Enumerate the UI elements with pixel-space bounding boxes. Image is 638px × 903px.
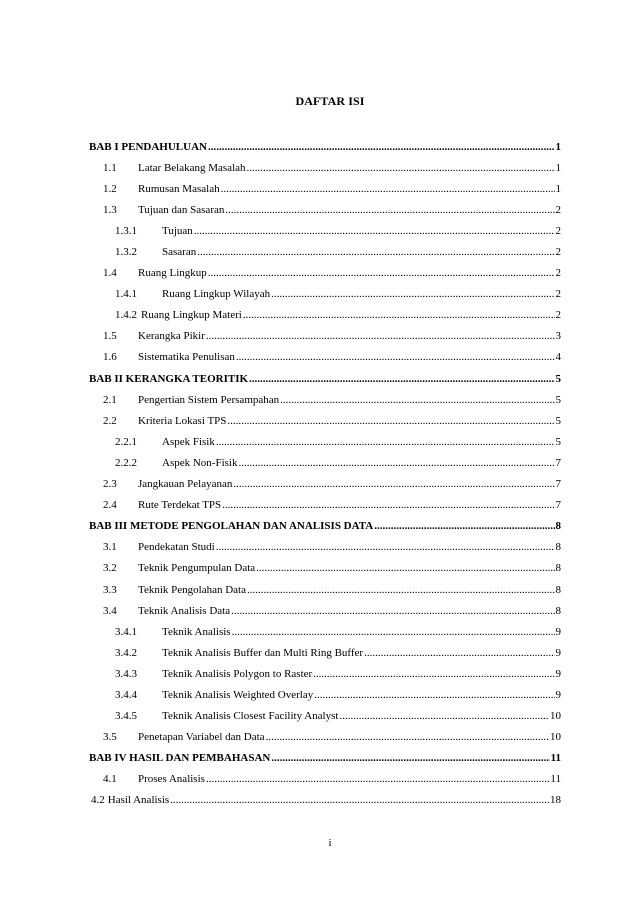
toc-entry-page: 11 [550, 752, 561, 765]
toc-entry-number: 1.6 [103, 351, 117, 364]
toc-entry[interactable] [89, 790, 561, 811]
toc-entry-number: 3.4.1 [115, 625, 137, 638]
dot-leader [256, 562, 554, 574]
dot-leader [194, 225, 555, 237]
toc-entry-page: 8 [555, 520, 561, 533]
toc-entry-page: 5 [555, 393, 561, 406]
toc-entry[interactable] [89, 431, 561, 452]
dot-leader [216, 436, 555, 448]
dot-leader [247, 584, 555, 596]
toc-entry-title: Jangkauan Pelayanan [138, 478, 233, 491]
toc-entry-page: 2 [555, 224, 561, 237]
toc-entry-page: 7 [555, 456, 561, 469]
toc-entry[interactable] [89, 727, 561, 748]
toc-entry-page: 9 [555, 625, 561, 638]
toc-entry-page: 7 [555, 499, 561, 512]
toc-entry[interactable] [89, 600, 561, 621]
dot-leader [197, 246, 554, 258]
toc-entry-page: 9 [555, 646, 561, 659]
dot-leader [225, 204, 554, 216]
dot-leader [221, 183, 555, 195]
toc-entry-page: 18 [550, 794, 561, 807]
dot-leader [238, 457, 554, 469]
dot-leader [314, 689, 554, 701]
toc-entry[interactable] [89, 684, 561, 705]
toc-entry-page: 8 [555, 583, 561, 596]
dot-leader [249, 373, 554, 385]
toc-entry[interactable] [89, 410, 561, 431]
toc-entry-title: Teknik Analisis Data [138, 604, 231, 617]
toc-entry-title: Kerangka Pikir [138, 330, 205, 343]
toc-entry-number: 2.2.2 [115, 456, 137, 469]
dot-leader [339, 710, 549, 722]
toc-entry-title: Teknik Analisis Weighted Overlay [162, 688, 314, 701]
toc-entry-number: 1.5 [103, 330, 117, 343]
toc-entry-title: Pengertian Sistem Persampahan [138, 393, 280, 406]
toc-entry[interactable] [89, 642, 561, 663]
toc-entry[interactable] [89, 305, 561, 326]
toc-entry-page: 8 [555, 604, 561, 617]
dot-leader [231, 605, 554, 617]
dot-leader [208, 267, 555, 279]
toc-entry-page: 1 [555, 161, 561, 174]
dot-leader [227, 415, 554, 427]
toc-entry-page: 7 [555, 478, 561, 491]
toc-entry-title: Sasaran [162, 246, 197, 259]
toc-entry-title: Aspek Non-Fisik [162, 456, 238, 469]
toc-entry-title: BAB I PENDAHULUAN [89, 140, 207, 153]
toc-entry-number: 1.4 [103, 267, 117, 280]
page-number: i [328, 837, 332, 849]
toc-entry-number: 2.2 [103, 414, 117, 427]
toc-entry-title: Tujuan [162, 224, 193, 237]
dot-leader [222, 499, 554, 511]
toc-entry-page: 8 [555, 562, 561, 575]
toc-entry-number: 1.4.1 [115, 288, 137, 301]
toc-entry[interactable] [89, 263, 561, 284]
toc-entry-title: BAB IV HASIL DAN PEMBAHASAN [89, 752, 271, 765]
toc-entry[interactable] [89, 241, 561, 262]
toc-entry-title: Rumusan Masalah [138, 182, 220, 195]
toc-entry[interactable] [89, 284, 561, 305]
toc-entry-title: Sistematika Penulisan [138, 351, 235, 364]
toc-entry[interactable] [89, 474, 561, 495]
toc-entry-page: 10 [550, 731, 561, 744]
toc-entry-title: Aspek Fisik [162, 435, 215, 448]
toc-entry-title: Teknik Pengolahan Data [138, 583, 246, 596]
toc-entry-number: 2.2.1 [115, 435, 137, 448]
toc-chapter-entry[interactable] [89, 368, 561, 389]
toc-entry-number: 3.5 [103, 731, 117, 744]
toc-entry[interactable] [89, 389, 561, 410]
toc-entry[interactable] [89, 178, 561, 199]
toc-chapter-entry[interactable] [89, 748, 561, 769]
dot-leader [247, 162, 555, 174]
toc-entry-number: 4.1 [103, 773, 117, 786]
toc-entry-title: Pendekatan Studi [138, 541, 215, 554]
dot-leader [233, 478, 554, 490]
toc-entry[interactable] [89, 558, 561, 579]
toc-entry-title: Teknik Analisis Buffer dan Multi Ring Buffer [162, 646, 364, 659]
toc-entry-page: 2 [555, 203, 561, 216]
toc-entry[interactable] [89, 537, 561, 558]
toc-entry-number: 1.4.2 [115, 309, 137, 322]
toc-entry-page: 1 [555, 182, 561, 195]
toc-entry[interactable] [89, 621, 561, 642]
dot-leader [170, 794, 549, 806]
toc-entry-number: 3.4.4 [115, 688, 137, 701]
toc-entry-page: 2 [555, 288, 561, 301]
toc-entry-number: 2.4 [103, 499, 117, 512]
dot-leader [236, 351, 555, 363]
dot-leader [271, 288, 554, 300]
toc-chapter-entry[interactable] [89, 136, 561, 157]
dot-leader [313, 668, 554, 680]
toc-entry-title: Latar Belakang Masalah [138, 161, 246, 174]
toc-entry-page: 2 [555, 246, 561, 259]
toc-entry-number: 3.1 [103, 541, 117, 554]
dot-leader [232, 626, 555, 638]
toc-entry-title: BAB III METODE PENGOLAHAN DAN ANALISIS DATA [89, 520, 374, 533]
toc-entry-number: 1.3 [103, 203, 117, 216]
toc-entry-page: 10 [550, 710, 561, 723]
toc-entry-number: 3.4.3 [115, 667, 137, 680]
toc-chapter-entry[interactable] [89, 516, 561, 537]
toc-entry-page: 5 [555, 414, 561, 427]
toc-entry-title: Penetapan Variabel dan Data [138, 731, 265, 744]
toc-entry[interactable] [89, 769, 561, 790]
toc-entry-title: BAB II KERANGKA TEORITIK [89, 372, 249, 385]
toc-entry-title: Proses Analisis [138, 773, 205, 786]
toc-entry[interactable] [89, 220, 561, 241]
toc-entry-page: 2 [555, 309, 561, 322]
toc-entry-number: 2.1 [103, 393, 117, 406]
toc-entry-number: 1.2 [103, 182, 117, 195]
page-title: DAFTAR ISI [295, 94, 365, 108]
dot-leader [374, 520, 554, 532]
toc-entry-number: 2.3 [103, 478, 117, 491]
toc-entry-title: Ruang Lingkup Wilayah [162, 288, 271, 301]
dot-leader [364, 647, 554, 659]
toc-entry[interactable] [89, 579, 561, 600]
toc-entry-title: Ruang Lingkup Materi [141, 309, 242, 322]
toc-entry-page: 2 [555, 267, 561, 280]
toc-entry[interactable] [89, 663, 561, 684]
toc-entry-number: 3.2 [103, 562, 117, 575]
toc-entry-title: Rute Terdekat TPS [138, 499, 222, 512]
toc-entry[interactable] [89, 347, 561, 368]
toc-entry-title: Hasil Analisis [107, 794, 170, 807]
toc-entry-title: Teknik Analisis [162, 625, 231, 638]
toc-entry[interactable] [89, 495, 561, 516]
toc-entry-page: 3 [555, 330, 561, 343]
table-of-contents [89, 136, 561, 811]
toc-entry[interactable] [89, 157, 561, 178]
toc-entry-title: Teknik Pengumpulan Data [138, 562, 256, 575]
toc-entry-number: 1.3.1 [115, 224, 137, 237]
toc-entry-number: 1.3.2 [115, 246, 137, 259]
dot-leader [208, 141, 555, 153]
toc-entry-page: 5 [555, 435, 561, 448]
toc-entry-number: 3.4.2 [115, 646, 137, 659]
toc-entry-number: 1.1 [103, 161, 117, 174]
dot-leader [280, 394, 554, 406]
toc-entry-page: 5 [555, 372, 561, 385]
toc-entry-title: Kriteria Lokasi TPS [138, 414, 227, 427]
toc-entry[interactable] [89, 706, 561, 727]
toc-entry-number: 3.4.5 [115, 710, 137, 723]
toc-entry-page: 11 [550, 773, 561, 786]
toc-entry-title: Ruang Lingkup [138, 267, 207, 280]
toc-entry-title: Tujuan dan Sasaran [138, 203, 225, 216]
toc-entry-page: 9 [555, 667, 561, 680]
dot-leader [216, 541, 555, 553]
dot-leader [271, 752, 549, 764]
toc-entry-page: 9 [555, 688, 561, 701]
dot-leader [206, 330, 555, 342]
toc-entry[interactable] [89, 452, 561, 473]
toc-entry-page: 4 [555, 351, 561, 364]
toc-entry-page: 1 [555, 140, 561, 153]
dot-leader [266, 731, 549, 743]
toc-entry-title: Teknik Analisis Closest Facility Analyst [162, 710, 339, 723]
toc-entry[interactable] [89, 326, 561, 347]
toc-entry[interactable] [89, 199, 561, 220]
toc-entry-number: 4.2 [91, 794, 105, 807]
dot-leader [206, 773, 549, 785]
toc-entry-number: 3.4 [103, 604, 117, 617]
dot-leader [243, 309, 555, 321]
toc-entry-title: Teknik Analisis Polygon to Raster [162, 667, 313, 680]
toc-entry-page: 8 [555, 541, 561, 554]
toc-entry-number: 3.3 [103, 583, 117, 596]
